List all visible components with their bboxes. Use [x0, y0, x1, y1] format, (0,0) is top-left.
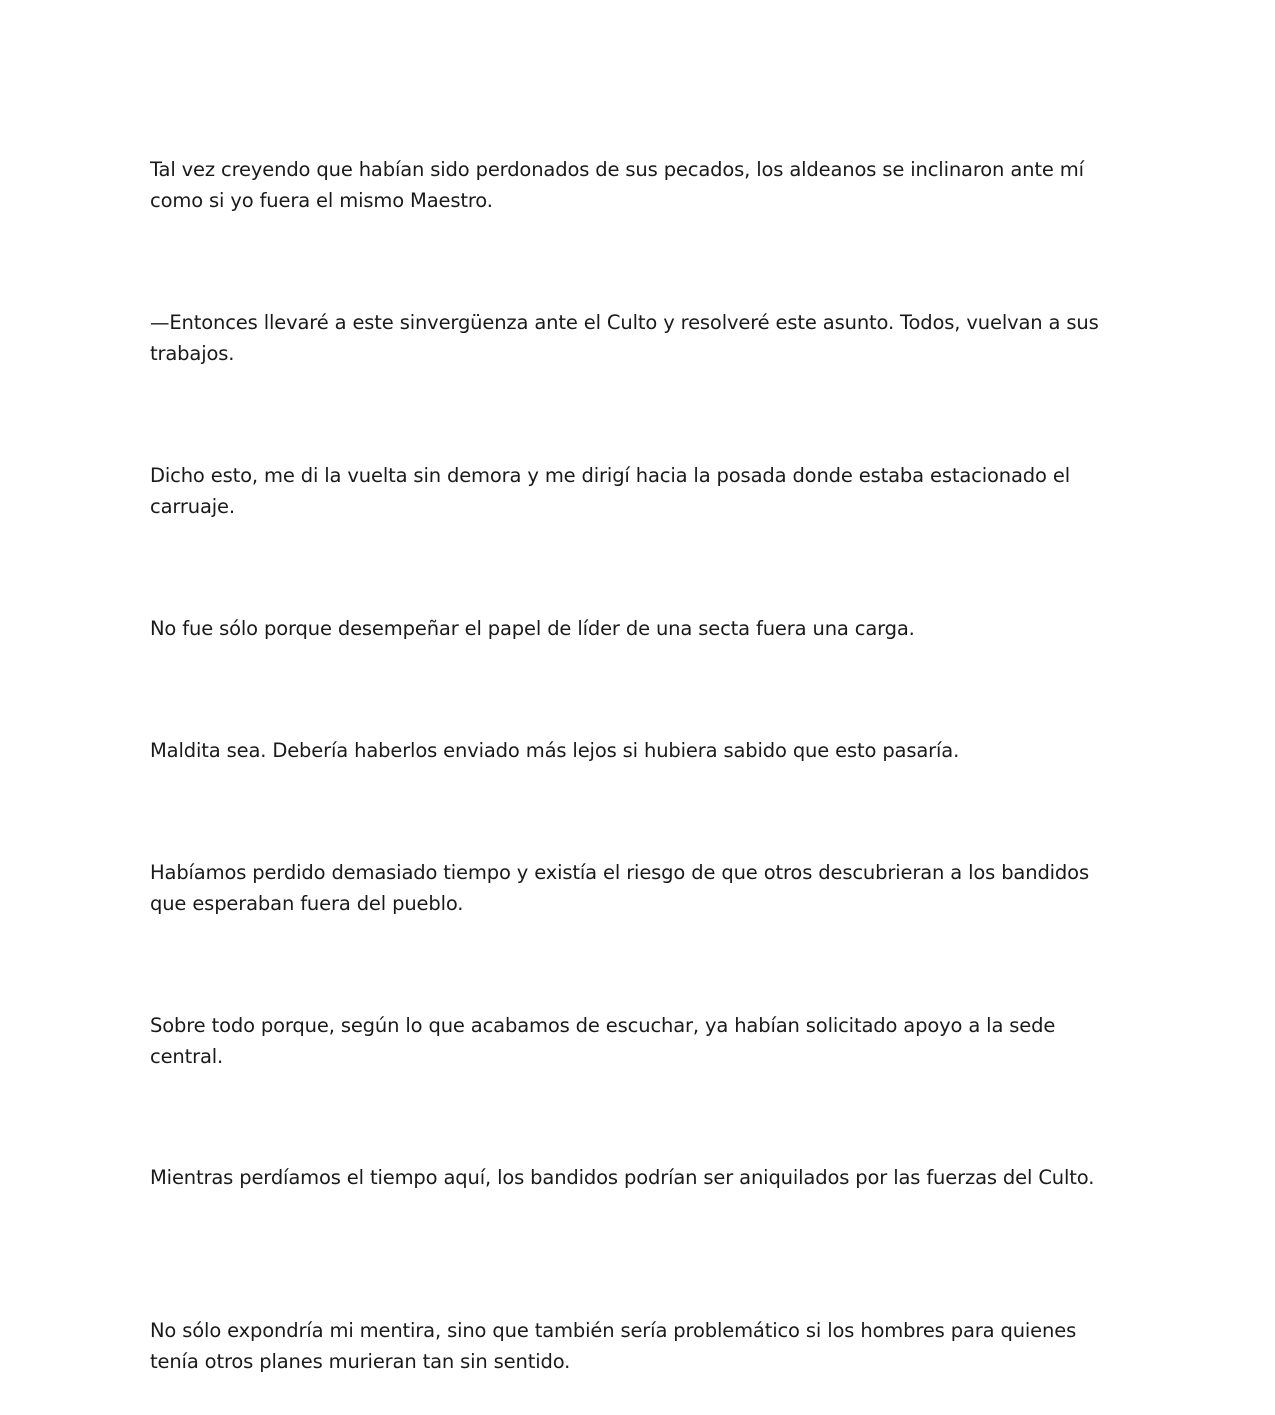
paragraph: Tal vez creyendo que habían sido perdonados de sus pecados, los aldeanos se inclinaron ante mí como si yo fuera el mismo Maestro. — [150, 158, 1084, 212]
paragraph: No sólo expondría mi mentira, sino que también sería problemático si los hombres para quienes tenía otros planes murieran tan sin sentido. — [150, 1319, 1077, 1373]
paragraph: Habíamos perdido demasiado tiempo y existía el riesgo de que otros descubrieran a los bandidos que esperaban fuera del pueblo. — [150, 861, 1089, 915]
paragraph: Maldita sea. Debería haberlos enviado más lejos si hubiera sabido que esto pasaría. — [150, 739, 960, 762]
paragraph: No fue sólo porque desempeñar el papel de líder de una secta fuera una carga. — [150, 617, 915, 640]
paragraph: Dicho esto, me di la vuelta sin demora y me dirigí hacia la posada donde estaba estacionado el carruaje. — [150, 464, 1070, 518]
paragraph: Sobre todo porque, según lo que acabamos de escuchar, ya habían solicitado apoyo a la sede central. — [150, 1014, 1056, 1068]
paragraph: Mientras perdíamos el tiempo aquí, los bandidos podrían ser aniquilados por las fuerzas del Culto. — [150, 1166, 1095, 1189]
paragraph: —Entonces llevaré a este sinvergüenza ante el Culto y resolveré este asunto. Todos, vuelvan a sus trabajos. — [150, 311, 1099, 365]
